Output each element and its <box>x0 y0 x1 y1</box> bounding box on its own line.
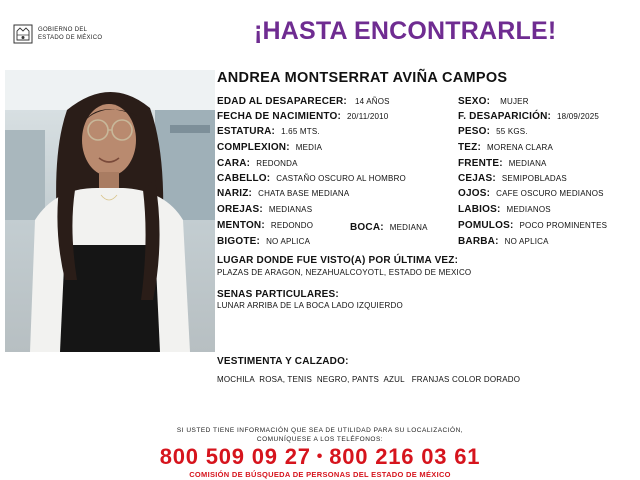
logo-line-2: ESTADO DE MÉXICO <box>38 35 103 41</box>
field-frente <box>458 158 547 170</box>
field-peso <box>458 126 528 138</box>
complexion-label: COMPLEXION: <box>217 142 290 153</box>
nariz-value: CHATA BASE MEDIANA <box>258 189 350 198</box>
fecha-nacimiento-label: FECHA DE NACIMIENTO: <box>217 111 341 122</box>
state-emblem-icon <box>12 22 34 46</box>
menton-value: REDONDO <box>270 221 314 230</box>
field-labios <box>458 204 551 216</box>
bigote-label: BIGOTE: <box>217 236 261 247</box>
edad-value: 14 AÑOS <box>354 97 390 106</box>
orejas-label: OREJAS: <box>217 204 263 215</box>
ojos-label: OJOS: <box>458 188 491 199</box>
bigote-value: NO APLICA <box>266 237 311 246</box>
orejas-value: MEDIANAS <box>268 205 313 214</box>
government-logo <box>12 22 122 48</box>
cejas-value: SEMIPOBLADAS <box>501 174 567 183</box>
photo-illustration <box>5 70 215 352</box>
field-boca <box>350 222 428 234</box>
field-orejas <box>217 204 312 216</box>
cara-value: REDONDA <box>256 159 298 168</box>
frente-value: MEDIANA <box>508 159 547 168</box>
tez-value: MORENA CLARA <box>487 143 554 152</box>
cabello-value: CASTAÑO OSCURO AL HOMBRO <box>276 174 406 183</box>
fecha-nacimiento-value: 20/11/2010 <box>347 112 389 121</box>
field-edad <box>217 96 390 108</box>
logo-line-1: GOBIERNO DEL <box>38 27 88 33</box>
boca-label: BOCA: <box>350 222 384 233</box>
fecha-desaparicion-label: F. DESAPARICIÓN: <box>458 111 552 122</box>
nariz-label: NARIZ: <box>217 188 253 199</box>
phone-1: 800 509 09 27 <box>159 444 311 469</box>
missing-person-photo <box>5 70 215 352</box>
frente-label: FRENTE: <box>458 158 503 169</box>
ojos-value: CAFE OSCURO MEDIANOS <box>496 189 604 198</box>
logo-text <box>38 26 102 42</box>
estatura-value: 1.65 MTS. <box>281 127 320 136</box>
field-cejas <box>458 173 567 185</box>
phone-separator: • <box>316 448 324 465</box>
fecha-desaparicion-value: 18/09/2025 <box>557 112 600 121</box>
sexo-value: MUJER <box>500 97 529 106</box>
boca-value: MEDIANA <box>389 223 428 232</box>
person-name: ANDREA MONTSERRAT AVIÑA CAMPOS <box>217 70 508 86</box>
labios-value: MEDIANOS <box>506 205 551 214</box>
field-menton <box>217 220 313 232</box>
cejas-label: CEJAS: <box>458 173 496 184</box>
sexo-label: SEXO: <box>458 96 491 107</box>
marks-value: LUNAR ARRIBA DE LA BOCA LADO IZQUIERDO <box>217 301 403 310</box>
phone-numbers <box>0 444 640 470</box>
field-pomulos <box>458 220 607 232</box>
field-complexion <box>217 142 322 154</box>
pomulos-value: POCO PROMINENTES <box>519 221 608 230</box>
info-line-1: SI USTED TIENE INFORMACIÓN QUE SEA DE UTILIDAD PARA SU LOCALIZACIÓN, <box>176 427 464 434</box>
field-cara <box>217 158 298 170</box>
tez-label: TEZ: <box>458 142 482 153</box>
field-estatura <box>217 126 320 138</box>
estatura-label: ESTATURA: <box>217 126 276 137</box>
complexion-value: MEDIA <box>295 143 323 152</box>
cara-label: CARA: <box>217 158 251 169</box>
labios-label: LABIOS: <box>458 204 501 215</box>
clothing-value: MOCHILA ROSA, TENIS NEGRO, PANTS AZUL FRANJAS COLOR DORADO <box>217 375 521 384</box>
field-sexo <box>458 96 529 108</box>
field-fecha-nacimiento <box>217 111 388 123</box>
field-cabello <box>217 173 406 185</box>
field-ojos <box>458 188 604 200</box>
field-bigote <box>217 236 310 248</box>
cabello-label: CABELLO: <box>217 173 271 184</box>
edad-label: EDAD AL DESAPARECER: <box>217 96 347 107</box>
menton-label: MENTON: <box>217 220 265 231</box>
field-tez <box>458 142 553 154</box>
marks-label: SENAS PARTICULARES: <box>217 289 339 300</box>
peso-label: PESO: <box>458 126 491 137</box>
phone-2: 800 216 03 61 <box>329 444 481 469</box>
field-barba <box>458 236 549 248</box>
commission-name: COMISIÓN DE BÚSQUEDA DE PERSONAS DEL ESTADO DE MÉXICO <box>189 470 451 479</box>
barba-label: BARBA: <box>458 236 499 247</box>
field-fecha-desaparicion <box>458 111 599 123</box>
last-seen-label: LUGAR DONDE FUE VISTO(A) POR ÚLTIMA VEZ: <box>217 255 459 266</box>
barba-value: NO APLICA <box>504 237 549 246</box>
field-nariz <box>217 188 349 200</box>
headline: ¡HASTA ENCONTRARLE! <box>254 17 557 45</box>
pomulos-label: POMULOS: <box>458 220 514 231</box>
peso-value: 55 KGS. <box>496 127 528 136</box>
info-line-2: COMUNÍQUESE A LOS TELÉFONOS: <box>256 436 384 443</box>
clothing-label: VESTIMENTA Y CALZADO: <box>217 356 349 367</box>
last-seen-value: PLAZAS DE ARAGON, NEZAHUALCOYOTL, ESTADO DE MEXICO <box>217 268 472 277</box>
